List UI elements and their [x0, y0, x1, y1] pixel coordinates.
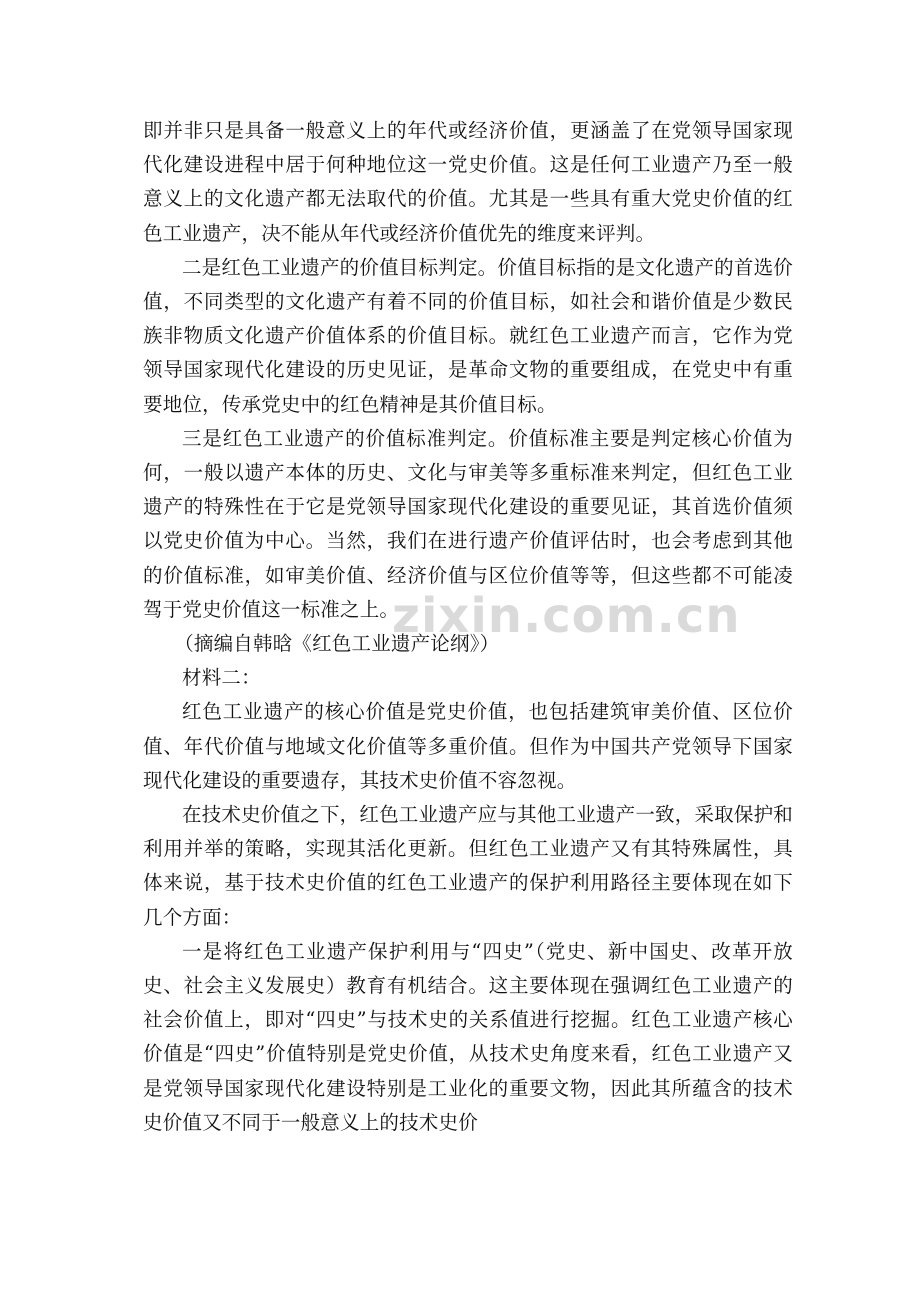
- material-two-heading: 材料二：: [182, 666, 261, 690]
- paragraph-four-histories: 一是将红色工业遗产保护利用与“四史”（党史、新中国史、改革开放史、社会主义发展史）教育有机结合。这主要体现在强调红色工业遗产的社会价值上，即对“四史”与技术史的关系值进行挖掘。红色工业遗产核心价值是“四史”价值特别是党史价值，从技术史角度来看，红色工业遗产又是党领导国家现代化建设特别是工业化的重要文物，因此其所蕴含的技术史价值又不同于一般意义上的技术史价: [143, 939, 793, 1134]
- paragraph-tech-history: 在技术史价值之下，红色工业遗产应与其他工业遗产一致，采取保护和利用并举的策略，实现其活化更新。但红色工业遗产又有其特殊属性，具体来说，基于技术史价值的红色工业遗产的保护利用路径主要体现在如下几个方面：: [143, 803, 793, 929]
- paragraph-value-target: 二是红色工业遗产的价值目标判定。价值目标指的是文化遗产的首选价值，不同类型的文化遗产有着不同的价值目标，如社会和谐价值是少数民族非物质文化遗产价值体系的价值目标。就红色工业遗产而言，它作为党领导国家现代化建设的历史见证，是革命文物的重要组成，在党史中有重要地位，传承党史中的红色精神是其价值目标。: [143, 255, 793, 416]
- site-watermark: zixin.com.cn: [392, 588, 741, 644]
- document-body: [143, 114, 793, 1140]
- source-citation: （摘编自韩晗《红色工业遗产论纲》）: [174, 632, 500, 656]
- paragraph-continuation: 即并非只是具备一般意义上的年代或经济价值，更涵盖了在党领导国家现代化建设进程中居于何种地位这一党史价值。这是任何工业遗产乃至一般意义上的文化遗产都无法取代的价值。尤其是一些具有重大党史价值的红色工业遗产，决不能从年代或经济价值优先的维度来评判。: [143, 119, 793, 245]
- paragraph-value-standard: 三是红色工业遗产的价值标准判定。价值标准主要是判定核心价值为何，一般以遗产本体的历史、文化与审美等多重标准来判定，但红色工业遗产的特殊性在于它是党领导国家现代化建设的重要见证，其首选价值须以党史价值为中心。当然，我们在进行遗产价值评估时，也会考虑到其他的价值标准，如审美价值、经济价值与区位价值等等，但这些都不可能凌驾于党史价值这一标准之上。: [143, 426, 793, 621]
- paragraph-core-value: 红色工业遗产的核心价值是党史价值，也包括建筑审美价值、区位价值、年代价值与地域文化价值等多重价值。但作为中国共产党领导下国家现代化建设的重要遗存，其技术史价值不容忽视。: [143, 700, 793, 792]
